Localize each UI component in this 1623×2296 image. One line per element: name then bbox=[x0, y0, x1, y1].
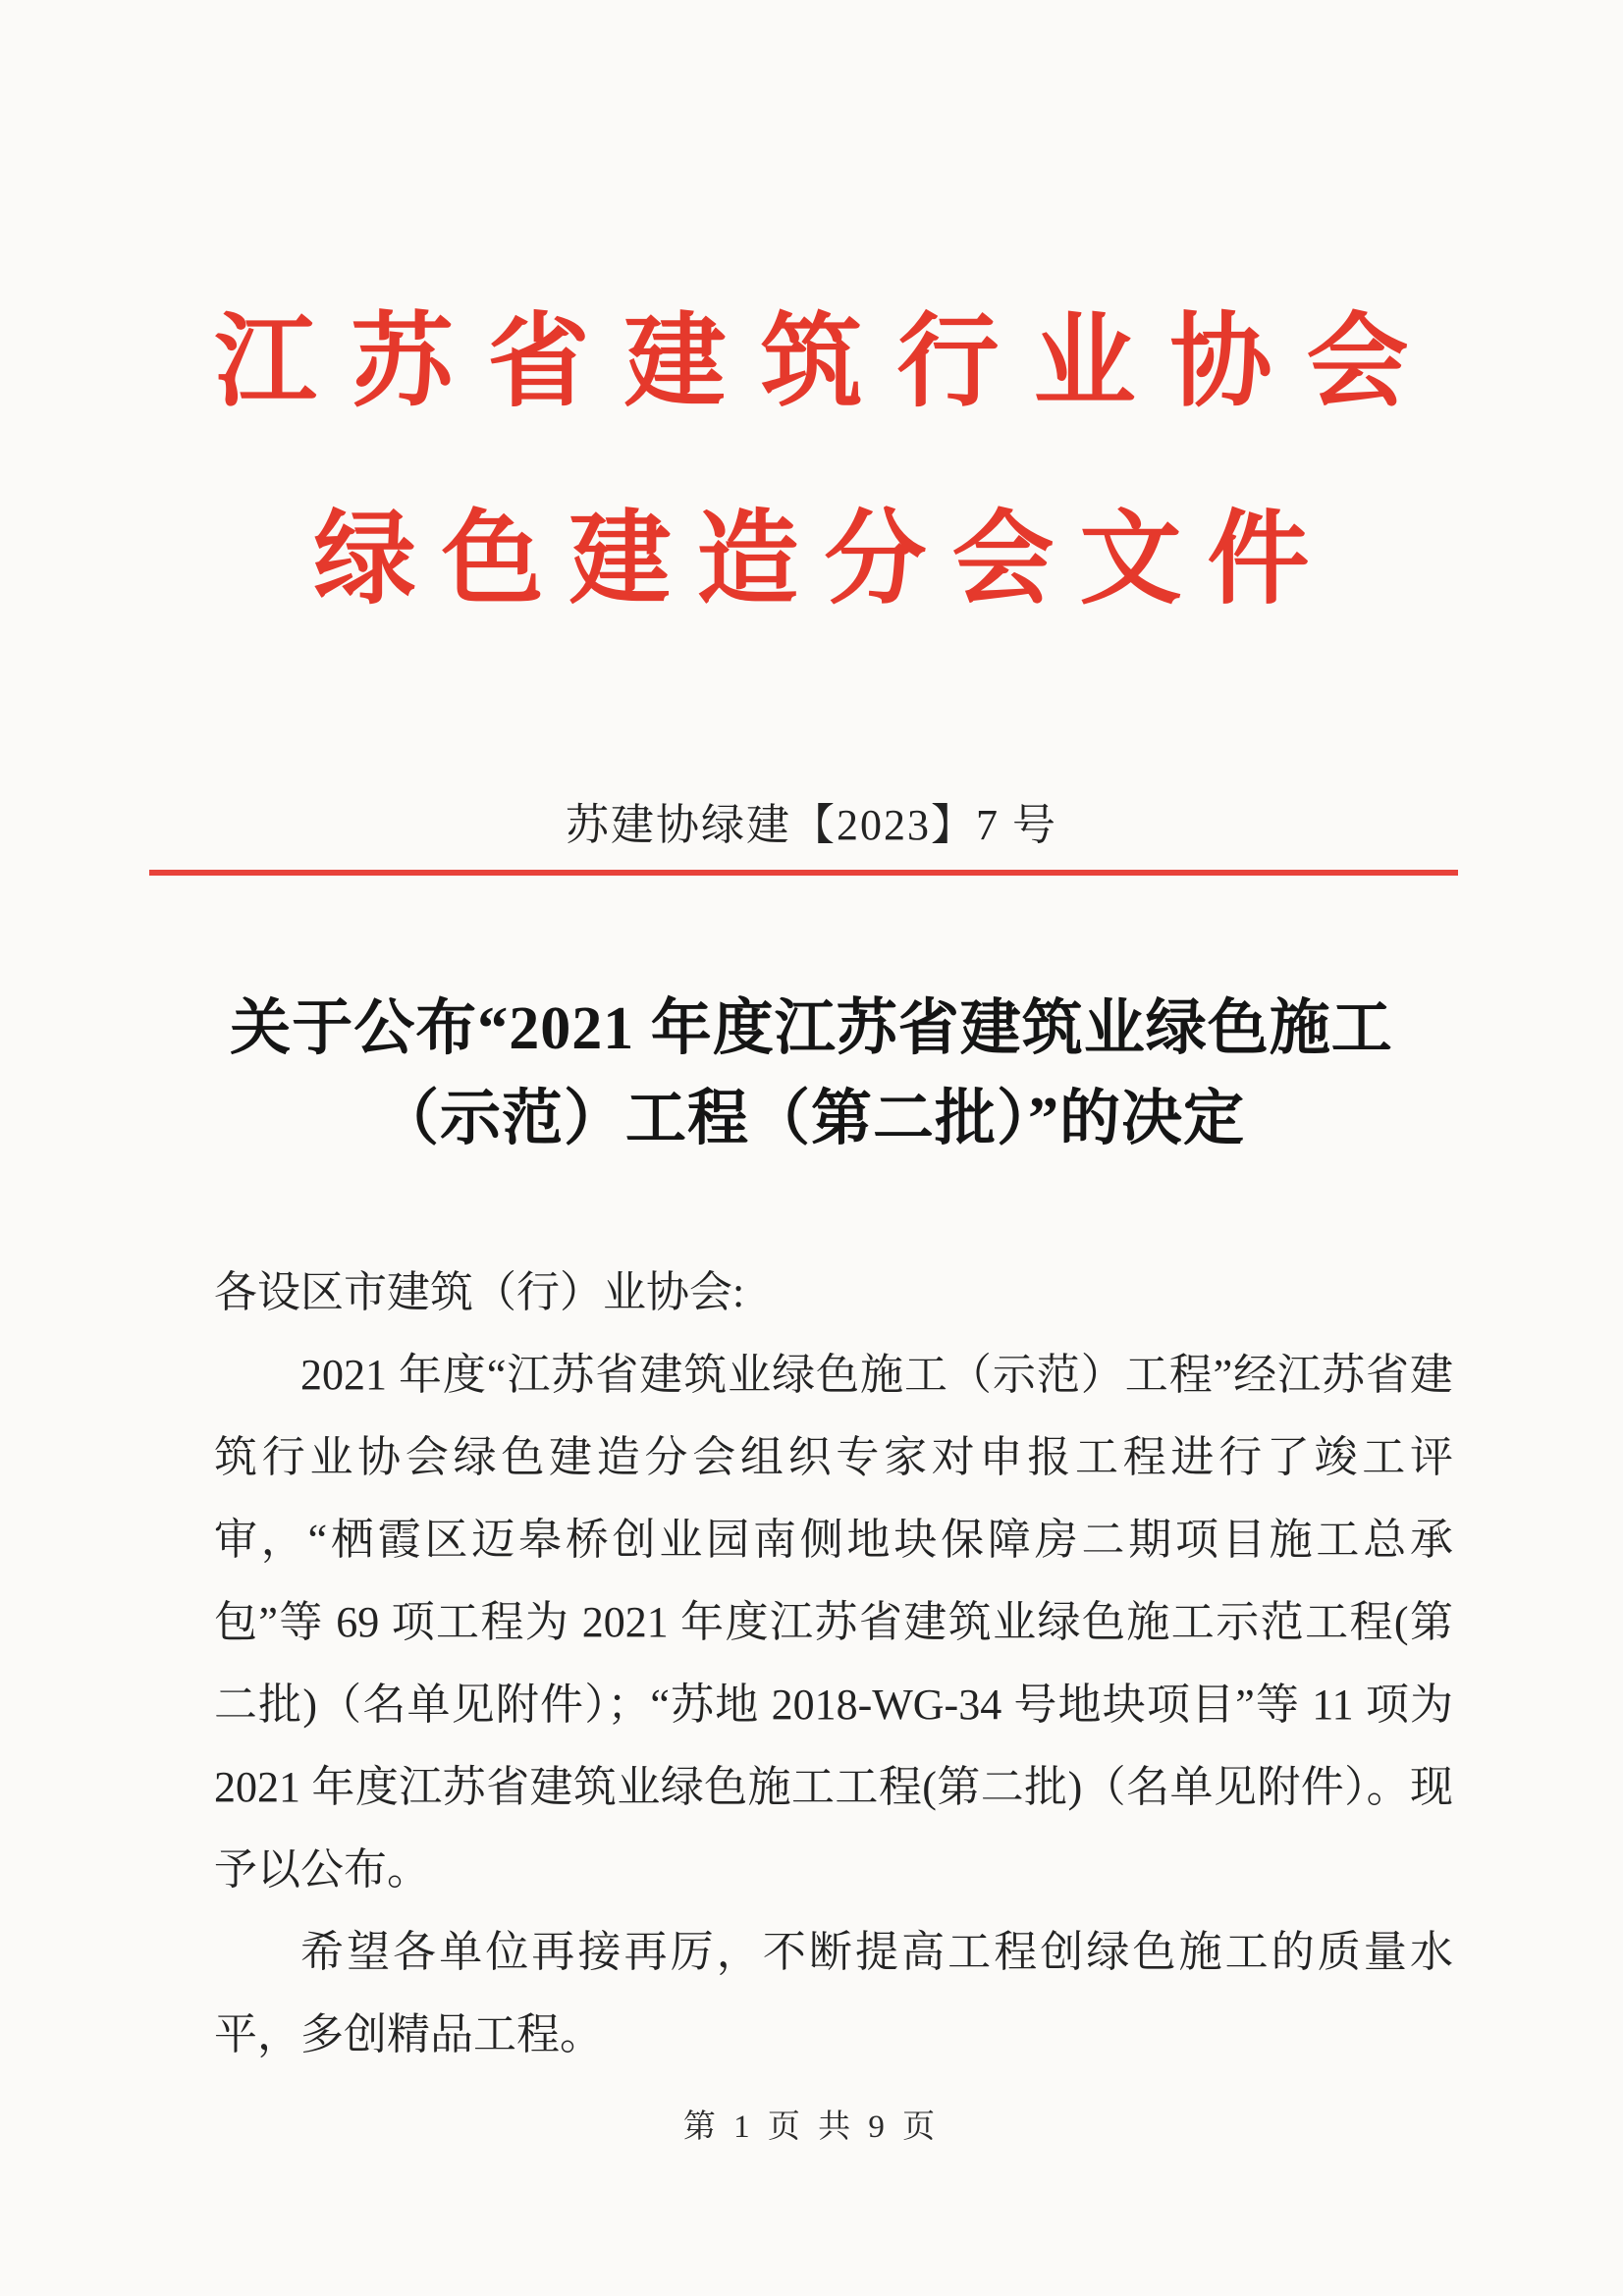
doc-body bbox=[214, 1252, 1453, 2076]
salutation: 各设区市建筑（行）业协会: bbox=[214, 1268, 745, 1316]
org-title-line1: 江苏省建筑行业协会 bbox=[214, 306, 1443, 419]
doc-title-line2: （示范）工程（第二批）”的决定 bbox=[377, 1086, 1245, 1152]
org-header bbox=[0, 306, 1623, 616]
doc-title-line1: 关于公布“2021 年度江苏省建筑业绿色施工 bbox=[230, 995, 1393, 1062]
org-title-line2: 绿色建造分会文件 bbox=[313, 504, 1335, 616]
doc-title bbox=[0, 984, 1623, 1164]
doc-reference-number: 苏建协绿建【2023】7 号 bbox=[566, 801, 1057, 849]
body-paragraph-2: 希望各单位再接再厉，不断提高工程创绿色施工的质量水平，多创精品工程。 bbox=[214, 1928, 1453, 2058]
red-divider-rule bbox=[149, 870, 1458, 876]
page-number-indicator: 第 1 页 共 9 页 bbox=[682, 2109, 941, 2145]
body-paragraph-1: 2021 年度“江苏省建筑业绿色施工（示范）工程”经江苏省建筑行业协会绿色建造分会组织专家对申报工程进行了竣工评审，“栖霞区迈皋桥创业园南侧地块保障房二期项目施工总承包”等 69 项工程为 2021 年度江苏省建筑业绿色施工示范工程(第二批)（名单见附件）；“苏地 2018-WG-34 号地块项目”等 11 项为 2021 年度江苏省建筑业绿色施工工程(第二批)（名单见附件）。现予以公布。 bbox=[214, 1351, 1453, 1894]
